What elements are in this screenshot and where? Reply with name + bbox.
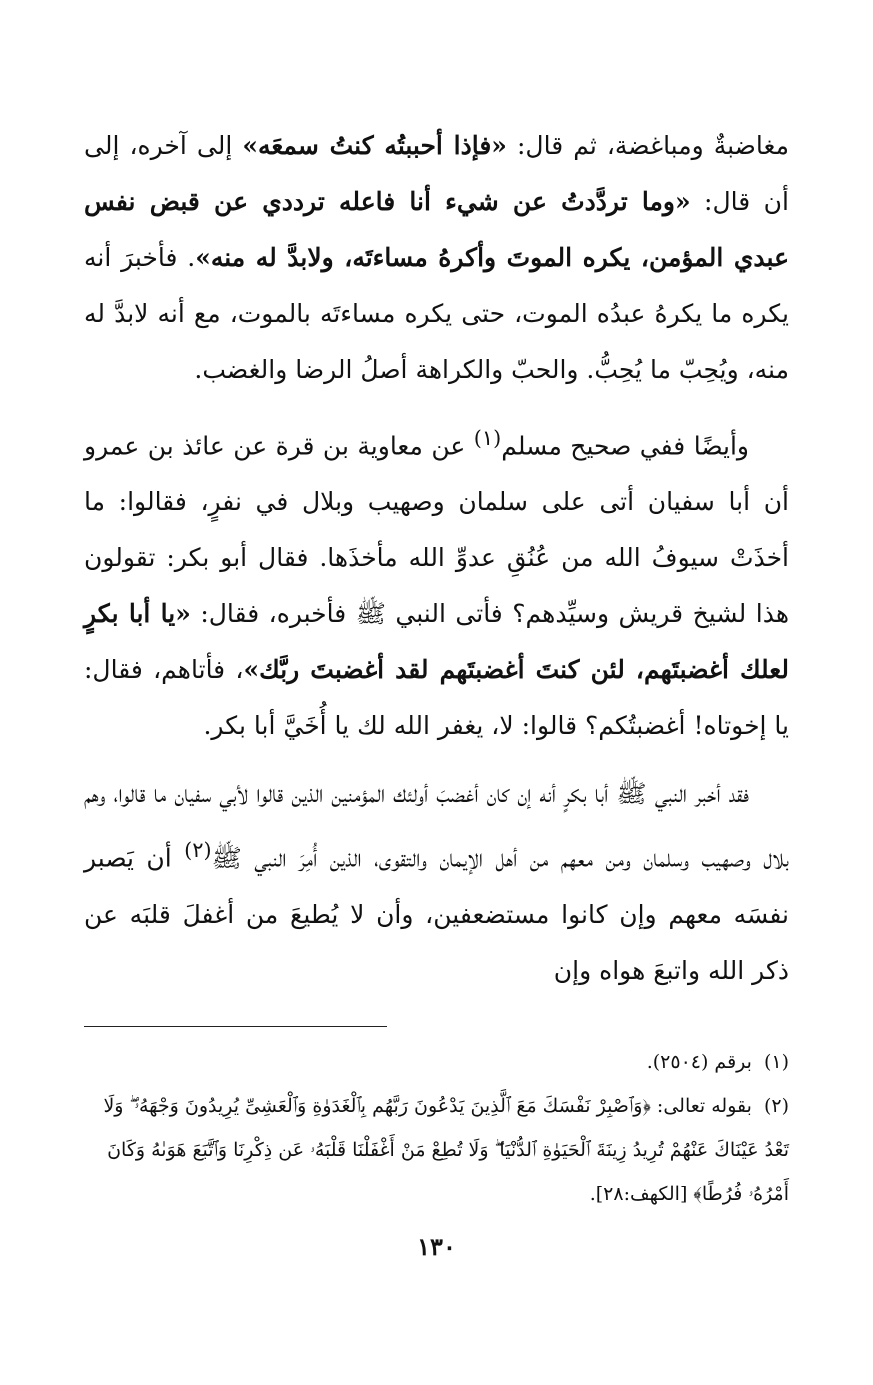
text-run: ، فأتاهم، فقال: يا إخوتاه! أغضبتُكم؟ قالوا: لا، يغفر الله لك يا أُخَيَّ أبا بكر. <box>84 655 789 741</box>
footnote-number: (٢) <box>763 1095 789 1117</box>
page-number: ١٣٠ <box>417 1232 456 1261</box>
verse-reference: [الكهف:٢٨]. <box>589 1183 694 1205</box>
footnote-1 <box>84 1040 789 1084</box>
footnote-2 <box>84 1084 789 1216</box>
text-run: إلى آخره، إلى أن قال: <box>84 131 789 216</box>
footnote-number: (١) <box>763 1051 789 1073</box>
paragraph-3 <box>84 766 789 998</box>
footnote-text: بقوله تعالى: <box>650 1095 752 1117</box>
text-run: مغاضبةٌ ومباغضة، ثم قال: <box>506 131 789 160</box>
main-text <box>84 118 789 1011</box>
text-run: عن معاوية بن قرة عن عائذ بن عمرو أن أبا سفيان أتى على سلمان وصهيب وبلال في نفرٍ، فقالوا: ما أخذَتْ سيوفُ الله من عُنُقِ عدوِّ الله مأخذَها. فقال أبو بكر: تقولون هذا لشيخ قريش وسيِّدهم؟ فأتى النبي ﷺ فأخبره، فقال: <box>84 431 790 629</box>
text-run: فقد أخبر النبي ﷺ أبا بكرٍ أنه إن كان أغضبَ أولئك المؤمنين الذين قالوا لأبي سفيان ما قالوا، وهم بلال وصهيب وسلمان ومن معهم من أهل الإيمان والتقوى، الذين أُمِرَ النبي ﷺ <box>84 779 789 873</box>
quran-verse: ﴿وَٱصْبِرْ نَفْسَكَ مَعَ ٱلَّذِينَ يَدْعُونَ رَبَّهُم بِٱلْغَدَوٰةِ وَٱلْعَشِىِّ يُرِيدُونَ وَجْهَهُۥ ۖ وَلَا تَعْدُ عَيْنَاكَ عَنْهُمْ تُرِيدُ زِينَةَ ٱلْحَيَوٰةِ ٱلدُّنْيَا ۖ وَلَا تُطِعْ مَنْ أَغْفَلْنَا قَلْبَهُۥ عَن ذِكْرِنَا وَٱتَّبَعَ هَوَىٰهُ وَكَانَ أَمْرُهُۥ فُرُطًا﴾ <box>103 1095 789 1205</box>
footnote-divider <box>84 1026 387 1027</box>
paragraph-1 <box>84 118 789 398</box>
hadith-quote: «فإذا أحببتُه كنتُ سمعَه» <box>242 131 507 160</box>
footnote-ref: (١) <box>473 426 502 450</box>
footnotes <box>84 1040 789 1216</box>
hadith-quote: «وما تردَّدتُ عن شيء أنا فاعله ترددي عن قبض نفس عبدي المؤمن، يكره الموتَ وأكرهُ مساءتَه، ولابدَّ له منه» <box>84 187 789 272</box>
paragraph-2 <box>84 410 789 754</box>
footnote-ref: (٢) <box>184 838 212 863</box>
text-run: وأيضًا ففي صحيح مسلم <box>501 431 749 461</box>
text-run: أن يَصبر نفسَه معهم وإن كانوا مستضعفين، وأن لا يُطيعَ من أغفلَ قلبَه عن ذكر الله واتبعَ هواه وإن <box>84 843 789 985</box>
hadith-quote: «يا أبا بكرٍ لعلك أغضبتَهم، لئن كنتَ أغضبتَهم لقد أغضبتَ ربَّك» <box>84 599 789 685</box>
text-run: . فأخبرَ أنه يكره ما يكرهُ عبدُه الموت، حتى يكره مساءتَه بالموت، مع أنه لابدَّ له منه، ويُحِبّ ما يُحِبُّ. والحبّ والكراهة أصلُ الرضا والغضب. <box>84 243 789 384</box>
footnote-text: برقم (٢٥٠٤). <box>646 1051 752 1073</box>
